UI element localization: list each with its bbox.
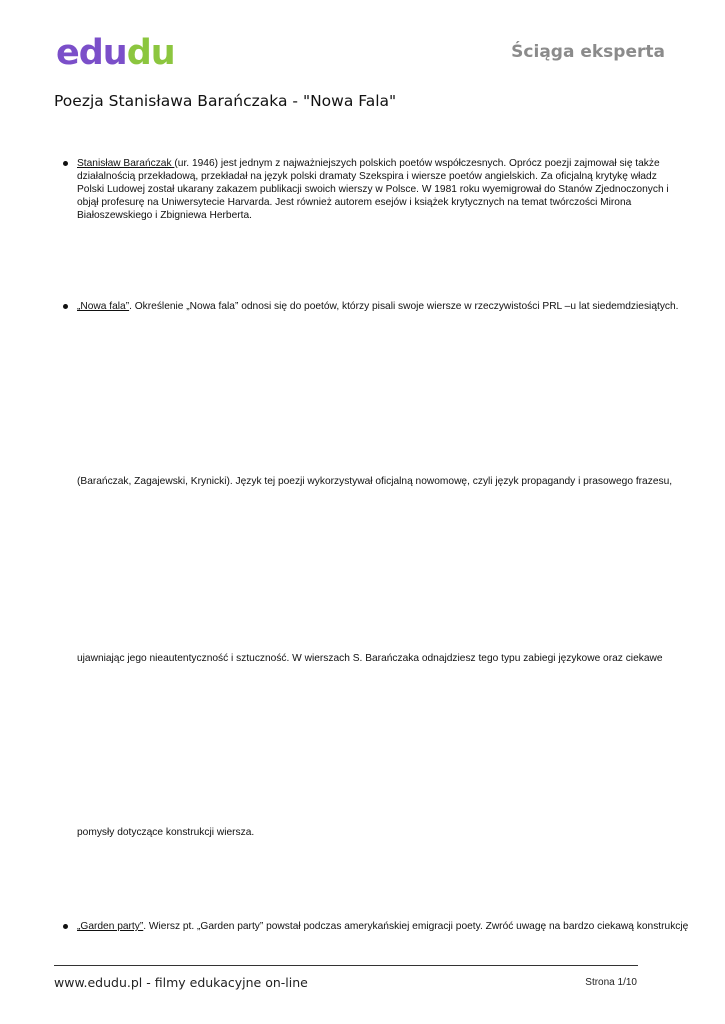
item-text: . Wiersz pt. „Garden party” powstał podczas amerykańskiej emigracji poety. Zwróć uwagę na bardzo ciekawą konstrukcję — [143, 921, 689, 932]
list-item — [77, 157, 669, 222]
logo-text-du: du — [126, 33, 175, 73]
bullet-icon — [63, 161, 68, 166]
paragraph-continuation: pomysły dotyczące konstrukcji wiersza. — [77, 827, 255, 838]
link-garden-party[interactable]: „Garden party” — [77, 921, 144, 932]
link-stanislaw-baranczak[interactable]: Stanisław Barańczak — [77, 158, 175, 169]
edudu-logo — [56, 30, 186, 76]
paragraph-continuation: ujawniając jego nieautentyczność i sztuczność. W wierszach S. Barańczaka odnajdziesz tego typu zabiegi językowe oraz ciekawe — [77, 653, 663, 664]
page-title: Poezja Stanisława Barańczaka - "Nowa Fala" — [54, 92, 397, 110]
paragraph-continuation: (Barańczak, Zagajewski, Krynicki). Język tej poezji wykorzystywał oficjalną nowomowę, czyli język propagandy i prasowego frazesu, — [77, 476, 673, 487]
item-text: . Określenie „Nowa fala” odnosi się do poetów, którzy pisali swoje wiersze w rzeczywistości PRL –u lat siedemdziesiątych. — [129, 301, 679, 312]
bullet-icon — [63, 304, 68, 309]
footer-site-link[interactable]: www.edudu.pl - filmy edukacyjne on-line — [54, 975, 308, 990]
bullet-icon — [63, 924, 68, 929]
list-item — [77, 920, 689, 933]
item-text: (ur. 1946) jest jednym z najważniejszych polskich poetów współczesnych. Oprócz poezji zajmował się także działalnością przekładową, przekładał na język polski dramaty Szekspira i wiersze poetów angielskich. Za oficjalną krytykę władz Polski Ludowej został ukarany zakazem publikacji swoich wierszy w Polsce. W 1981 roku wyemigrował do Stanów Zjednoczonych i objął profesurę na Uniwersytecie Harvarda. Jest również autorem esejów i książek krytycznych na temat twórczości Mirona Białoszewskiego i Zbigniewa Herberta. — [77, 158, 669, 221]
link-nowa-fala[interactable]: „Nowa fala” — [77, 301, 130, 312]
tagline: Ściąga eksperta — [511, 42, 665, 62]
list-item — [77, 300, 677, 313]
footer-divider — [54, 965, 638, 966]
page-number: Strona 1/10 — [585, 977, 637, 988]
logo-text-edu: edu — [56, 33, 127, 73]
